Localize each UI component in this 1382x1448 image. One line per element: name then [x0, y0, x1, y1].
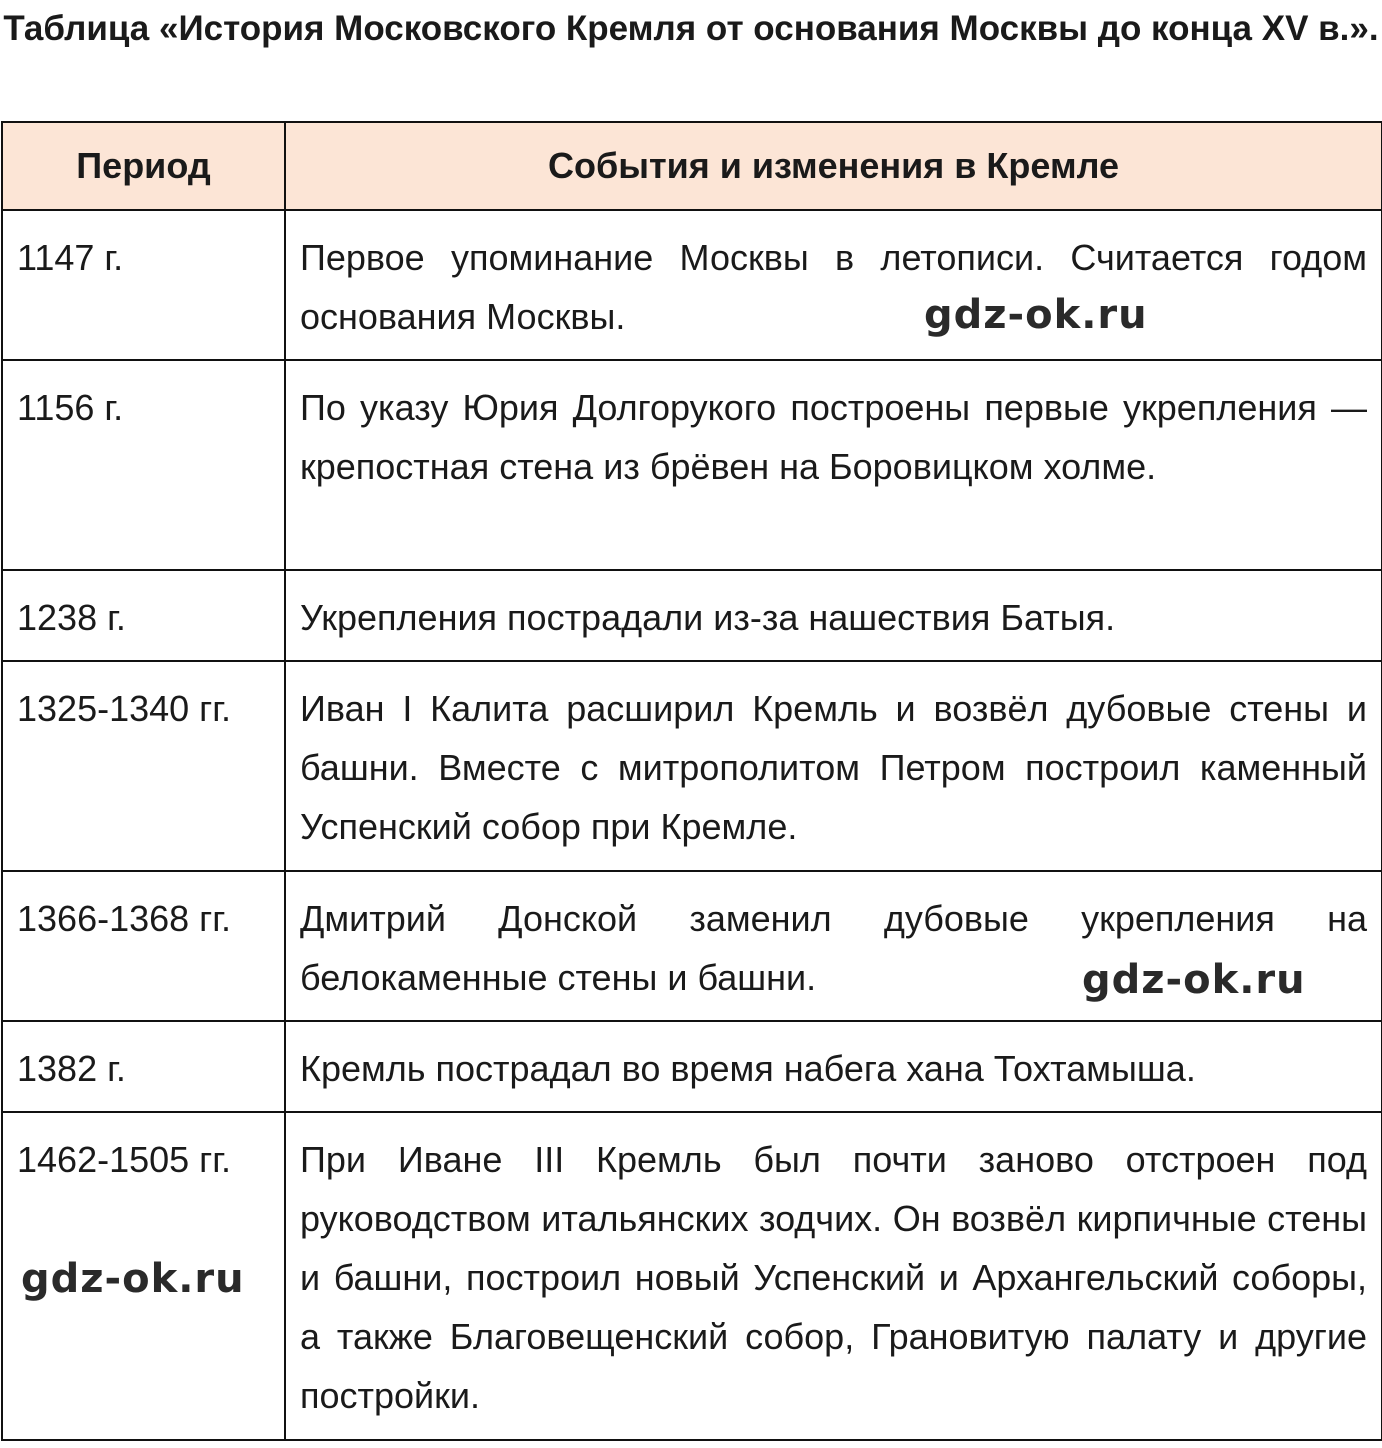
table-row: [2, 1021, 1382, 1112]
watermark-logo: gdz-ok.ru: [21, 1256, 245, 1302]
period-cell: 1325-1340 гг.: [2, 661, 285, 871]
table-header-row: [2, 122, 1382, 210]
event-text: Первое упоминание Москвы в летописи. Считается годом основания Москвы.: [300, 237, 1367, 337]
table-row: [2, 1112, 1382, 1440]
event-cell: [285, 871, 1382, 1021]
table-row: [2, 570, 1382, 661]
event-cell: По указу Юрия Долгорукого построены первые укрепления — крепостная стена из брёвен на Боровицком холме.: [285, 360, 1382, 570]
event-cell: Укрепления пострадали из-за нашествия Батыя.: [285, 570, 1382, 661]
event-cell: [285, 210, 1382, 360]
period-cell: 1366-1368 гг.: [2, 871, 285, 1021]
watermark-logo: gdz-ok.ru: [1082, 957, 1306, 1003]
table-row: [2, 871, 1382, 1021]
event-cell: Кремль пострадал во время набега хана Тохтамыша.: [285, 1021, 1382, 1112]
event-cell: При Иване III Кремль был почти заново отстроен под руководством итальянских зодчих. Он возвёл кирпичные стены и башни, построил новый Успенский и Архангельский соборы, а также Благовещенский собор, Грановитую палату и другие постройки.: [285, 1112, 1382, 1440]
period-text: 1462-1505 гг.: [17, 1139, 232, 1180]
table-row: [2, 210, 1382, 360]
event-cell: Иван I Калита расширил Кремль и возвёл дубовые стены и башни. Вместе с митрополитом Петром построил каменный Успенский собор при Кремле.: [285, 661, 1382, 871]
period-cell: 1238 г.: [2, 570, 285, 661]
period-cell: 1156 г.: [2, 360, 285, 570]
table-row: [2, 360, 1382, 570]
history-table: [1, 121, 1382, 1441]
period-cell: 1147 г.: [2, 210, 285, 360]
event-text: Дмитрий Донской заменил дубовые укрепления на белокаменные стены и башни.: [300, 898, 1367, 998]
table-row: [2, 661, 1382, 871]
watermark-logo: gdz-ok.ru: [924, 292, 1148, 338]
column-header-events: События и изменения в Кремле: [285, 122, 1382, 210]
period-cell: 1382 г.: [2, 1021, 285, 1112]
period-cell: [2, 1112, 285, 1440]
column-header-period: Период: [2, 122, 285, 210]
page-title: Таблица «История Московского Кремля от основания Москвы до конца XV в.».: [3, 9, 1379, 48]
